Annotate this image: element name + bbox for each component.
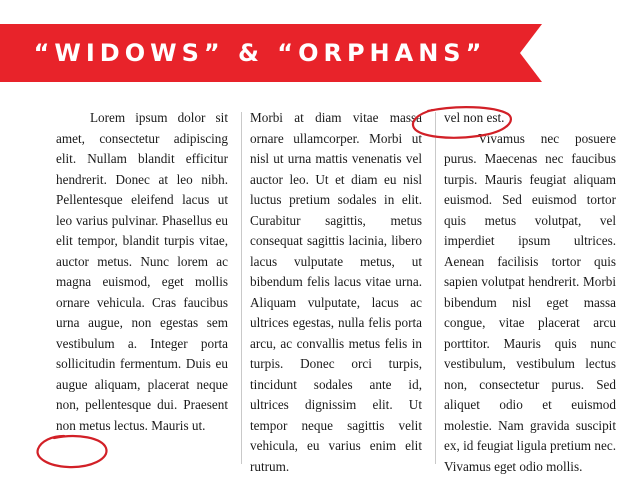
- column-2-paragraph: Morbi at diam vitae massa ornare ullamcorper. Morbi ut nisl ut urna mattis venenatis vel auctor leo. Ut et diam eu nisl luctus pretium sodales in elit. Curabitur sagittis, metus consequat sagittis lacinia, libero lacus vulputate metus, ut bibendum felis lacus vitae urna. Aliquam vulputate, lacus ac ultrices egestas, nulla felis porta arcu, ac convallis metus felis in turpis. Donec orci turpis, tincidunt sodales ante id, ultrices dignissim elit. Ut tempor neque sagittis velit vehicula, eu varius enim elit rutrum.: [250, 110, 422, 474]
- banner-body: [0, 24, 520, 82]
- title-banner: [0, 24, 560, 82]
- banner-tail-shape: [520, 24, 542, 82]
- column-3-paragraph: [444, 129, 616, 478]
- text-column-3: [444, 108, 616, 474]
- article-body: [56, 108, 616, 474]
- text-column-1: [56, 108, 228, 468]
- column-3-paragraph-text: Vivamus nec posuere purus. Maecenas nec faucibus turpis. Mauris feugiat aliquam euismod. Sed euismod tortor quis metus volutpat, vel imperdiet ipsum ultrices. Aenean facilisis tortor quis sapien volutpat hendrerit. Morbi bibendum nisl eget massa congue, vitae placerat arcu porttitor. Mauris quis nunc vestibulum, vestibulum lectus non, consectetur purus. Sed aliquet odio et euismod molestie. Nam gravida suscipit ex, id feugiat ligula pretium nec. Vivamus eget odio mollis.: [444, 130, 616, 474]
- page-title: “WIDOWS” & “ORPHANS”: [33, 39, 487, 67]
- text-column-2: [250, 108, 422, 474]
- column-3-widow-line: vel non est.: [444, 110, 505, 125]
- column-1-paragraph: Lorem ipsum dolor sit amet, consectetur adipiscing elit. Nullam blandit efficitur hendrerit. Donec at leo nibh. Pellentesque eleifend lacus ut leo varius pulvinar. Phasellus eu elit tempor, blandit turpis vitae, auctor metus. Nunc lorem ac magna euismod, eget mollis ornare vehicula. Cras faucibus urna augue, non egestas sem vestibulum a. Integer porta sollicitudin fermentum. Duis eu augue aliquam, placerat neque non, pellentesque dui. Praesent non metus lectus. Mauris ut.: [56, 110, 228, 433]
